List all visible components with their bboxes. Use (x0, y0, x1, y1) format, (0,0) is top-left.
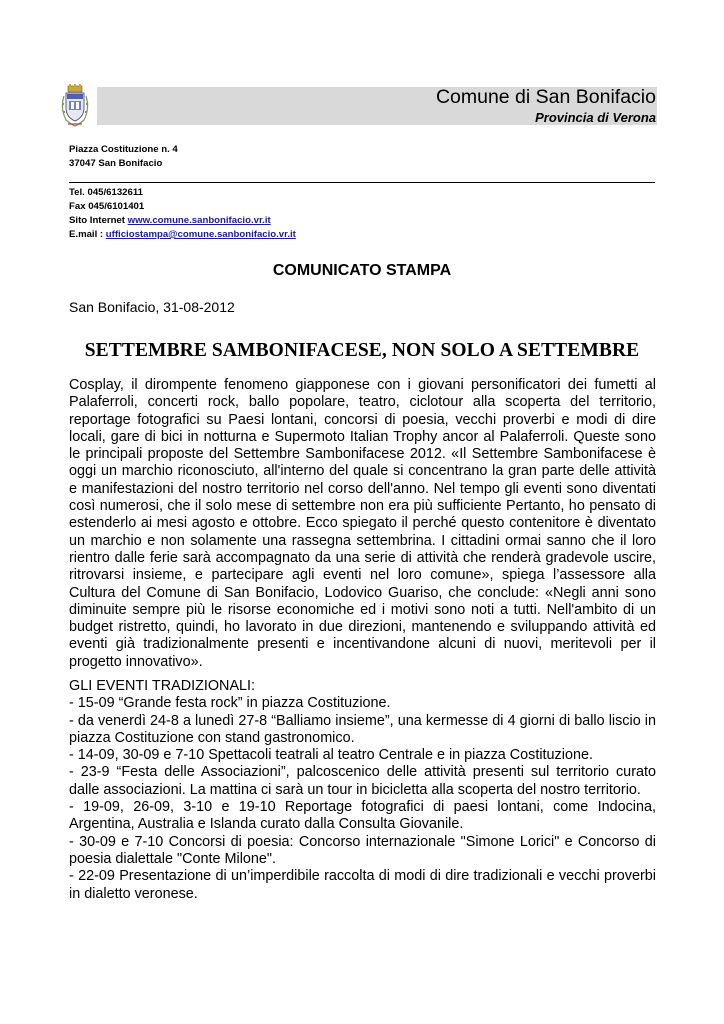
release-date: San Bonifacio, 31-08-2012 (69, 299, 235, 315)
events-section (69, 678, 656, 903)
article-headline: SETTEMBRE SAMBONIFACESE, NON SOLO A SETTEMBRE (84, 340, 640, 361)
address-line-1: Piazza Costituzione n. 4 (69, 144, 178, 155)
website-label: Sito Internet (69, 215, 128, 226)
phone-number: Tel. 045/6132611 (69, 187, 143, 198)
website-row (69, 215, 271, 226)
event-item: - da venerdì 24-8 a lunedì 27-8 “Balliamo insieme”, una kermesse di 4 giorni di ballo liscio in piazza Costituzione con stand gastronomico. (69, 712, 656, 746)
fax-number: Fax 045/6101401 (69, 201, 145, 212)
events-heading: GLI EVENTI TRADIZIONALI: (69, 678, 256, 694)
email-link[interactable]: ufficiostampa@comune.sanbonifacio.vr.it (105, 229, 296, 240)
municipal-crest-icon (58, 84, 92, 128)
address-line-2: 37047 San Bonifacio (69, 158, 163, 169)
email-row (69, 229, 296, 240)
province-subtitle: Provincia di Verona (535, 110, 656, 125)
article-body (69, 377, 656, 671)
website-link[interactable]: www.comune.sanbonifacio.vr.it (127, 215, 271, 226)
event-item: - 19-09, 26-09, 3-10 e 19-10 Reportage fotografici di paesi lontani, come Indocina, Argentina, Australia e Islanda curato dalla Consulta Giovanile. (69, 799, 656, 833)
press-release-title: COMUNICATO STAMPA (272, 262, 452, 279)
event-item: - 30-09 e 7-10 Concorsi di poesia: Concorso internazionale "Simone Lorici" e Concorso di poesia dialettale "Conte Milone". (69, 833, 656, 867)
event-item: - 14-09, 30-09 e 7-10 Spettacoli teatrali al teatro Centrale e in piazza Costituzione. (69, 747, 593, 764)
divider-line (69, 182, 655, 183)
event-item: - 23-9 “Festa delle Associazioni”, palcoscenico delle attività presenti sul territorio curato dalle associazioni. La mattina ci sarà un tour in bicicletta alla scoperta del nostro territorio. (69, 764, 656, 798)
event-item: - 15-09 “Grande festa rock” in piazza Costituzione. (69, 695, 391, 712)
event-item: - 22-09 Presentazione di un’imperdibile raccolta di modi di dire tradizionali e vecchi proverbi in dialetto veronese. (69, 868, 656, 902)
municipality-title: Comune di San Bonifacio (435, 86, 656, 108)
email-label: E.mail : (69, 229, 106, 240)
body-paragraph: Cosplay, il dirompente fenomeno giapponese con i giovani personificatori dei fumetti al Palaferroli, concerti rock, ballo popolare, teatro, ciclotour alla scoperta del territorio, reportage fotografici su Paesi lontani, concorsi di poesia, vecchi proverbi e modi di dire locali, gare di bici in notturna e Supermoto Italian Trophy ancor al Palaferroli. Queste sono le principali proposte del Settembre Sambonifacese 2012. «Il Settembre Sambonifacese è oggi un marchio riconosciuto, all'interno del quale si concentrano la gran parte delle attività e manifestazioni del nostro territorio nel corso dell'anno. Nel tempo gli eventi sono diventati così numerosi, che il solo mese di settembre non era più sufficiente Pertanto, ho pensato di estenderlo ai mesi agosto e ottobre. Ecco spiegato il perché questo contenitore è diventato un marchio e non solamente una rassegna settembrina. I cittadini ormai sanno che il loro rientro dalle ferie sarà accompagnato da una serie di attività che renderà gradevole uscire, ritrovarsi insieme, e partecipare agli eventi nel loro comune», spiega l’assessore alla Cultura del Comune di San Bonifacio, Lodovico Guariso, che conclude: «Negli anni sono diminuite sempre più le risorse economiche ed i motivi sono noti a tutti. Nell'ambito di un budget ristretto, quindi, ho lavorato in due direzioni, mantenendo e sviluppando attività ed eventi già tradizionalmente presenti e incentivandone alcuni di nuovi, meritevoli per il progetto innovativo». (69, 377, 656, 670)
